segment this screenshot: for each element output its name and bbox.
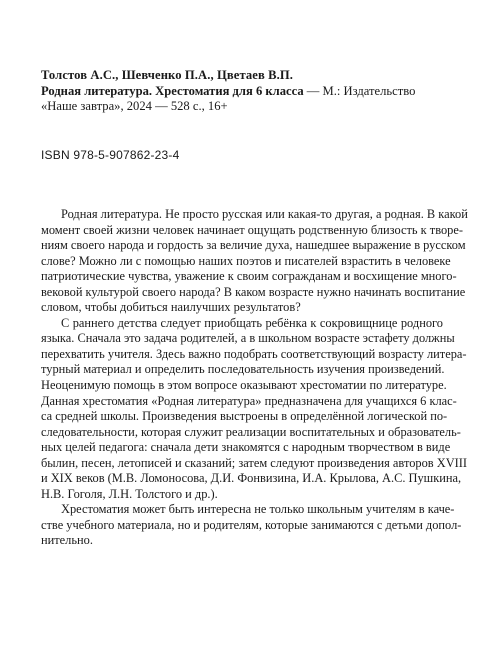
text-line: слове? Можно ли с помощью наших поэтов и писателей взрастить в человеке [41,253,451,268]
text-line: нительно. [41,533,93,548]
book-title: Родная литература. Хрестоматия для 6 класса [41,83,304,98]
text-line: Родная литература. Не просто русская или какая-то другая, а родная. В какой [61,207,468,221]
text-line: ных целей педагога: сначала дети знакомятся с народным творчеством в виде [41,440,451,455]
book-authors: Толстов А.С., Шевченко П.А., Цветаев В.П. [41,68,294,82]
text-line: турный материал и определить последовательность изучения произведений. [41,362,445,377]
text-line: С раннего детства следует приобщать ребёнка к сокровищнице родного [61,315,443,330]
text-line: ниям своего народа и гордость за величие духа, нашедшее выражение в русском [41,238,466,253]
title-line [41,84,443,100]
text-line: следовательности, которая служит реализации воспитательных и образователь- [41,424,461,439]
text-line: Данная хрестоматия «Родная литература» предназначена для учащихся 6 клас- [41,393,457,408]
text-line: патриотические чувства, уважение к своим согражданам и восхищение много- [41,269,457,284]
publisher-text: — М.: Издательство [303,83,416,98]
annotation-text [41,207,468,549]
text-line: вековой культурой своего народа? В каком возрасте нужно начинать воспитание [41,284,466,299]
text-line: и XIX веков (М.В. Ломоносова, Д.И. Фонвизина, И.А. Крылова, А.С. Пушкина, [41,471,462,486]
paragraph [41,315,468,503]
isbn-number: ISBN 978-5-907862-23-4 [41,148,180,162]
text-line: былин, песен, летописей и сказаний; затем следуют произведения авторов XVIII [41,455,468,470]
authors-line [41,68,443,84]
paragraph [41,502,462,549]
text-line: перехватить учителя. Здесь важно подобрать соответствующий возрасту литера- [41,346,467,361]
paragraph [41,207,468,316]
text-line: словом, чтобы добиться наилучших результатов? [41,300,301,315]
text-line: Н.В. Гоголя, Л.Н. Толстого и др.). [41,486,218,501]
text-line: са средней школы. Произведения выстроены в определённой логической по- [41,409,448,424]
publisher-line: «Наше завтра», 2024 — 528 с., 16+ [41,99,228,114]
text-line: языка. Сначала это задача родителей, а в школьном возрасте эстафету должны [41,331,455,346]
text-line: Хрестоматия может быть интересна не только школьным учителям в каче- [61,502,455,517]
text-line: Неоценимую помощь в этом вопросе оказывают хрестоматии по литературе. [41,378,447,393]
bibliographic-record [41,68,443,115]
text-line: момент своей жизни человек начинает ощущать родственную близость к творе- [41,222,463,237]
text-line: стве учебного материала, но и родителям, которые занимаются с детьми допол- [41,517,462,532]
